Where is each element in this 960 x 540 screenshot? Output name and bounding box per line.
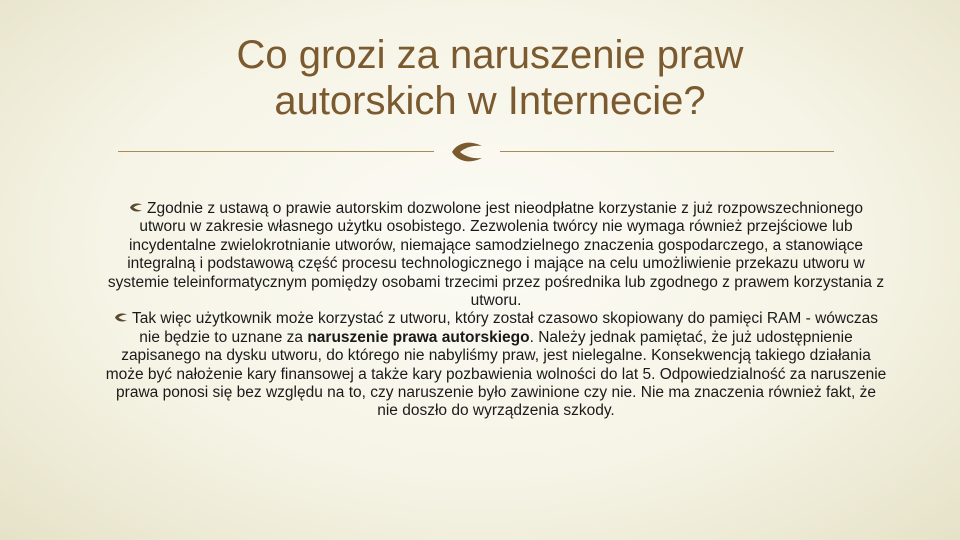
title-line-1: Co grozi za naruszenie praw [236,33,744,77]
paragraph-2 [104,310,888,420]
ornamental-bullet-icon [114,312,128,323]
slide-body [104,200,888,421]
divider-line-right [500,151,834,152]
divider-line-left [118,151,434,152]
slide-title [110,32,870,124]
ornamental-bullet-icon [129,202,143,213]
paragraph-1-text: Zgodnie z ustawą o prawie autorskim dozwolone jest nieodpłatne korzystanie z już rozpowszechnionego utworu w zakresie własnego użytku osobistego. Zezwolenia twórcy nie wymaga również przejściowe lub incydentalne zwielokrotnianie utworów, niemające samodzielnego znaczenia gospodarczego, a stanowiące integralną i podstawową część procesu technologicznego i mające na celu umożliwienie przekazu utworu w systemie teleinformatycznym pomiędzy osobami trzecimi przez pośrednika lub zgodnego z prawem korzystania z utworu. [107,200,885,310]
paragraph-1 [104,200,888,310]
paragraph-2-text-start: Tak więc użytkownik może korzystać z utworu, który został czasowo skopiowany do pamięci RAM - wówczas nie będzie to uznane za [132,310,878,346]
ornament-divider-icon [448,136,488,168]
title-line-2: autorskich w Internecie? [274,79,706,123]
paragraph-2-text-end: . Należy jednak pamiętać, że już udostępnienie zapisanego na dysku utworu, do którego nie nabyliśmy praw, jest nielegalne. Konsekwencją takiego działania może być nałożenie kary finansowej a także kary pozbawienia wolności do lat 5. Odpowiedzialność za naruszenie prawa ponosi się bez względu na to, czy naruszenie było zawinione czy nie. Nie ma znaczenia również fakt, że nie doszło do wyrządzenia szkody. [105,328,887,420]
paragraph-2-bold-term: naruszenie prawa autorskiego [307,328,530,346]
